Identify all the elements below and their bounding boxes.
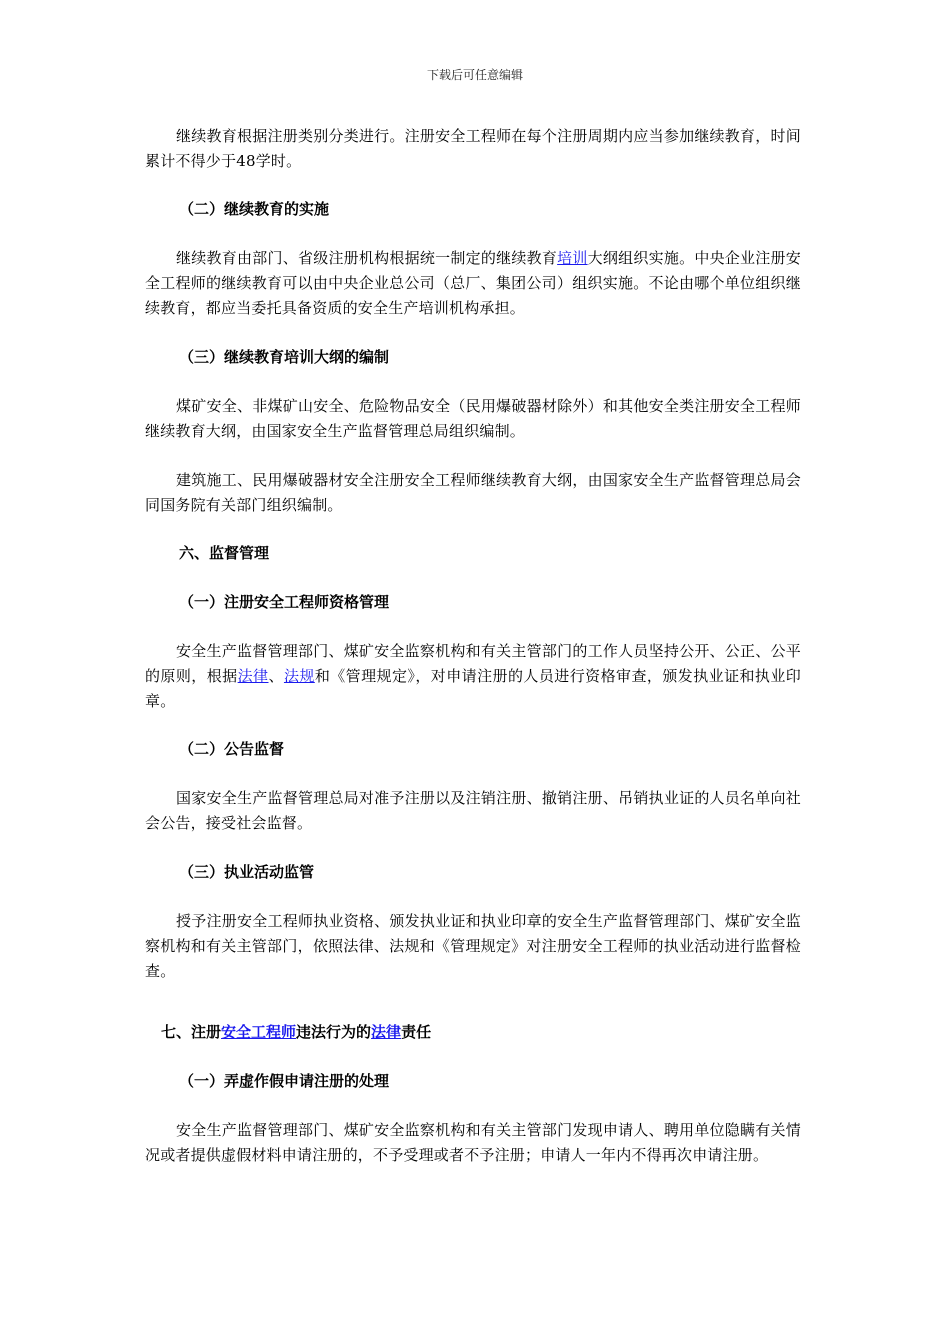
link-law-heading[interactable]: 法律: [371, 1023, 402, 1041]
heading-text: 违法行为的: [296, 1023, 372, 1041]
paragraph-text: 和《管理规定》，对申请注册的人员进行资格审查，颁发执业证和执业印章。: [145, 667, 802, 710]
heading-implementation: （二）继续教育的实施: [179, 200, 330, 218]
link-training[interactable]: 培训: [557, 249, 588, 267]
paragraph-implementation: [145, 246, 801, 321]
heading-public-notice: （二）公告监督: [179, 740, 285, 758]
paragraph-text: 、: [268, 667, 284, 685]
paragraph-practice-supervision: 授予注册安全工程师执业资格、颁发执业证和执业印章的安全生产监督管理部门、煤矿安全监察机构和有关主管部门，依照法律、法规和《管理规定》对注册安全工程师的执业活动进行监督检查。: [145, 912, 801, 980]
heading-text: 责任: [401, 1023, 432, 1041]
link-safety-engineer[interactable]: 安全工程师: [221, 1023, 297, 1041]
heading-legal-liability: [161, 1021, 431, 1042]
link-law[interactable]: 法律: [237, 667, 269, 685]
paragraph-text: 大纲组织实施。中央企业注册安全工程师的继续教育可以由中央企业总公司（总厂、集团公司）组织实施。不论由哪个单位组织继续教育，都应当委托具备资质的安全生产培训机构承担。: [145, 249, 801, 317]
link-regulation[interactable]: 法规: [283, 667, 315, 685]
paragraph-public-notice: 国家安全生产监督管理总局对准予注册以及注销注册、撤销注册、吊销执业证的人员名单向社会公告，接受社会监督。: [145, 789, 801, 832]
heading-fraud-handling: （一）弄虚作假申请注册的处理: [179, 1072, 390, 1090]
paragraph-syllabus-1: 煤矿安全、非煤矿山安全、危险物品安全（民用爆破器材除外）和其他安全类注册安全工程师继续教育大纲，由国家安全生产监督管理总局组织编制。: [145, 397, 801, 440]
page-header: 下载后可任意编辑: [426, 68, 523, 82]
heading-supervision: 六、监督管理: [179, 544, 270, 562]
paragraph-fraud-handling: 安全生产监督管理部门、煤矿安全监察机构和有关主管部门发现申请人、聘用单位隐瞒有关情况或者提供虚假材料申请注册的，不予受理或者不予注册；申请人一年内不得再次申请注册。: [145, 1121, 801, 1164]
paragraph-qualification: [145, 639, 801, 714]
paragraph-text: 继续教育由部门、省级注册机构根据统一制定的继续教育: [176, 249, 558, 267]
paragraph-text: 安全生产监督管理部门、煤矿安全监察机构和有关主管部门的工作人员坚持公开、公正、公平的原则，根据: [145, 642, 801, 685]
paragraph-continuing-education: 继续教育根据注册类别分类进行。注册安全工程师在每个注册周期内应当参加继续教育，时间累计不得少于48学时。: [145, 127, 801, 170]
paragraph-syllabus-2: 建筑施工、民用爆破器材安全注册安全工程师继续教育大纲，由国家安全生产监督管理总局会同国务院有关部门组织编制。: [145, 471, 801, 514]
heading-syllabus: （三）继续教育培训大纲的编制: [179, 348, 390, 366]
heading-qualification: （一）注册安全工程师资格管理: [179, 593, 390, 611]
heading-text: 七、注册: [161, 1023, 222, 1041]
heading-practice-supervision: （三）执业活动监管: [179, 863, 315, 881]
